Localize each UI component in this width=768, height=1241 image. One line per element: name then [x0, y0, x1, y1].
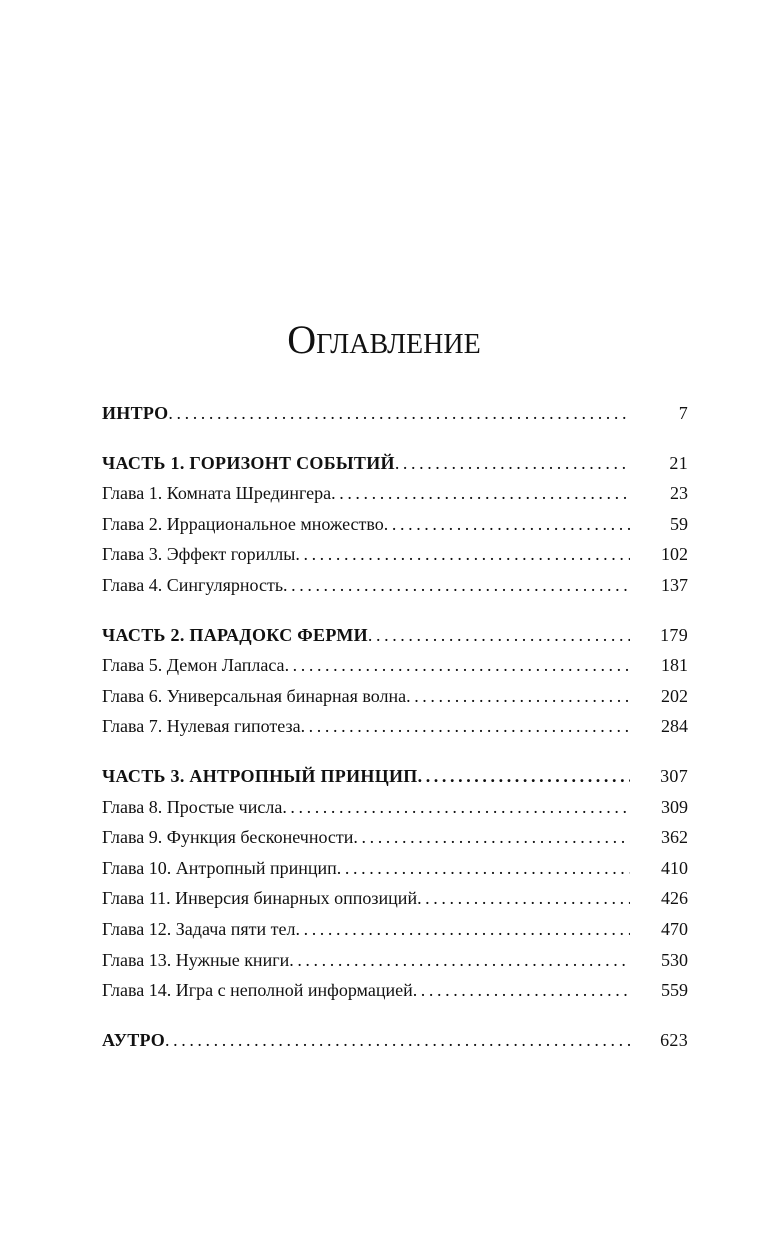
toc-entry-chapter-12 [102, 914, 688, 945]
toc-entry-chapter-8 [102, 792, 688, 823]
toc-entry-page: 284 [661, 716, 688, 737]
dot-leader [413, 975, 630, 1006]
dot-leader [296, 914, 631, 945]
toc-entry-label: Глава 14. Игра с неполной информацией [102, 980, 413, 1001]
toc-entry-page: 59 [670, 513, 688, 534]
toc-entry-chapter-6 [102, 681, 688, 712]
toc-entry-page: 559 [661, 980, 688, 1001]
table-of-contents [102, 398, 688, 1055]
toc-entry-chapter-11 [102, 883, 688, 914]
toc-entry-label: ИНТРО [102, 403, 169, 423]
toc-entry-page: 7 [678, 403, 688, 423]
dot-leader [295, 539, 630, 570]
toc-entry-page: 137 [661, 574, 688, 595]
toc-entry-label: ЧАСТЬ 3. АНТРОПНЫЙ ПРИНЦИП [102, 765, 418, 786]
toc-entry-page: 179 [660, 624, 688, 645]
toc-entry-label: Глава 5. Демон Лапласа [102, 655, 285, 676]
toc-entry-label: Глава 6. Универсальная бинарная волна [102, 685, 407, 706]
toc-entry-part-3 [102, 761, 688, 792]
toc-entry-label: Глава 13. Нужные книги [102, 949, 290, 970]
toc-entry-label: Глава 3. Эффект гориллы [102, 544, 296, 565]
toc-entry-chapter-14 [102, 975, 688, 1006]
toc-entry-page: 362 [661, 827, 688, 848]
toc-entry-part-1 [102, 448, 688, 479]
toc-entry-chapter-9 [102, 822, 688, 853]
toc-entry-label: Глава 9. Функция бесконечности [102, 827, 354, 848]
toc-entry-label: ЧАСТЬ 1. ГОРИЗОНТ СОБЫТИЙ [102, 452, 395, 473]
dot-leader [289, 945, 630, 976]
section-gap [102, 601, 688, 620]
toc-entry-page: 623 [660, 1029, 688, 1050]
dot-leader [331, 478, 630, 509]
toc-entry-page: 21 [669, 452, 688, 473]
toc-entry-page: 181 [661, 655, 688, 676]
toc-entry-chapter-4 [102, 570, 688, 601]
dot-leader [368, 620, 630, 651]
toc-entry-label: Глава 4. Сингулярность [102, 574, 284, 595]
toc-entry-page: 410 [661, 857, 688, 878]
dot-leader [406, 681, 630, 712]
section-gap [102, 742, 688, 761]
toc-entry-label: Глава 8. Простые числа [102, 796, 283, 817]
dot-leader [168, 398, 630, 429]
page-title: Оглавление [287, 317, 481, 362]
toc-entry-page: 426 [661, 888, 688, 909]
toc-entry-page: 23 [670, 483, 688, 504]
toc-entry-page: 307 [660, 765, 688, 786]
toc-entry-chapter-7 [102, 711, 688, 742]
toc-entry-chapter-13 [102, 945, 688, 976]
dot-leader [301, 711, 630, 742]
toc-entry-chapter-1 [102, 478, 688, 509]
toc-entry-label: Глава 1. Комната Шредингера [102, 483, 332, 504]
section-gap [102, 1006, 688, 1025]
toc-entry-part-2 [102, 620, 688, 651]
toc-entry-page: 202 [661, 685, 688, 706]
toc-entry-label: Глава 2. Иррациональное множество [102, 513, 384, 534]
toc-entry-page: 102 [661, 544, 688, 565]
toc-entry-label: ЧАСТЬ 2. ПАРАДОКС ФЕРМИ [102, 624, 368, 645]
toc-entry-intro [102, 398, 688, 429]
dot-leader [283, 570, 630, 601]
dot-leader [384, 509, 630, 540]
dot-leader [417, 883, 630, 914]
toc-entry-label: Глава 12. Задача пяти тел [102, 918, 296, 939]
toc-entry-label: Глава 10. Антропный принцип [102, 857, 337, 878]
toc-entry-chapter-10 [102, 853, 688, 884]
dot-leader [165, 1025, 630, 1056]
section-gap [102, 429, 688, 448]
dot-leader [353, 822, 630, 853]
toc-entry-chapter-3 [102, 539, 688, 570]
dot-leader [337, 853, 630, 884]
toc-entry-label: АУТРО [102, 1029, 166, 1050]
toc-entry-chapter-5 [102, 650, 688, 681]
dot-leader [282, 792, 630, 823]
dot-leader [395, 448, 630, 479]
toc-entry-page: 309 [661, 796, 688, 817]
toc-entry-chapter-2 [102, 509, 688, 540]
toc-entry-outro [102, 1025, 688, 1056]
dot-leader [418, 761, 630, 792]
toc-entry-page: 530 [661, 949, 688, 970]
toc-entry-label: Глава 7. Нулевая гипотеза [102, 716, 301, 737]
dot-leader [285, 650, 630, 681]
toc-entry-label: Глава 11. Инверсия бинарных оппозиций [102, 888, 418, 909]
toc-entry-page: 470 [661, 918, 688, 939]
